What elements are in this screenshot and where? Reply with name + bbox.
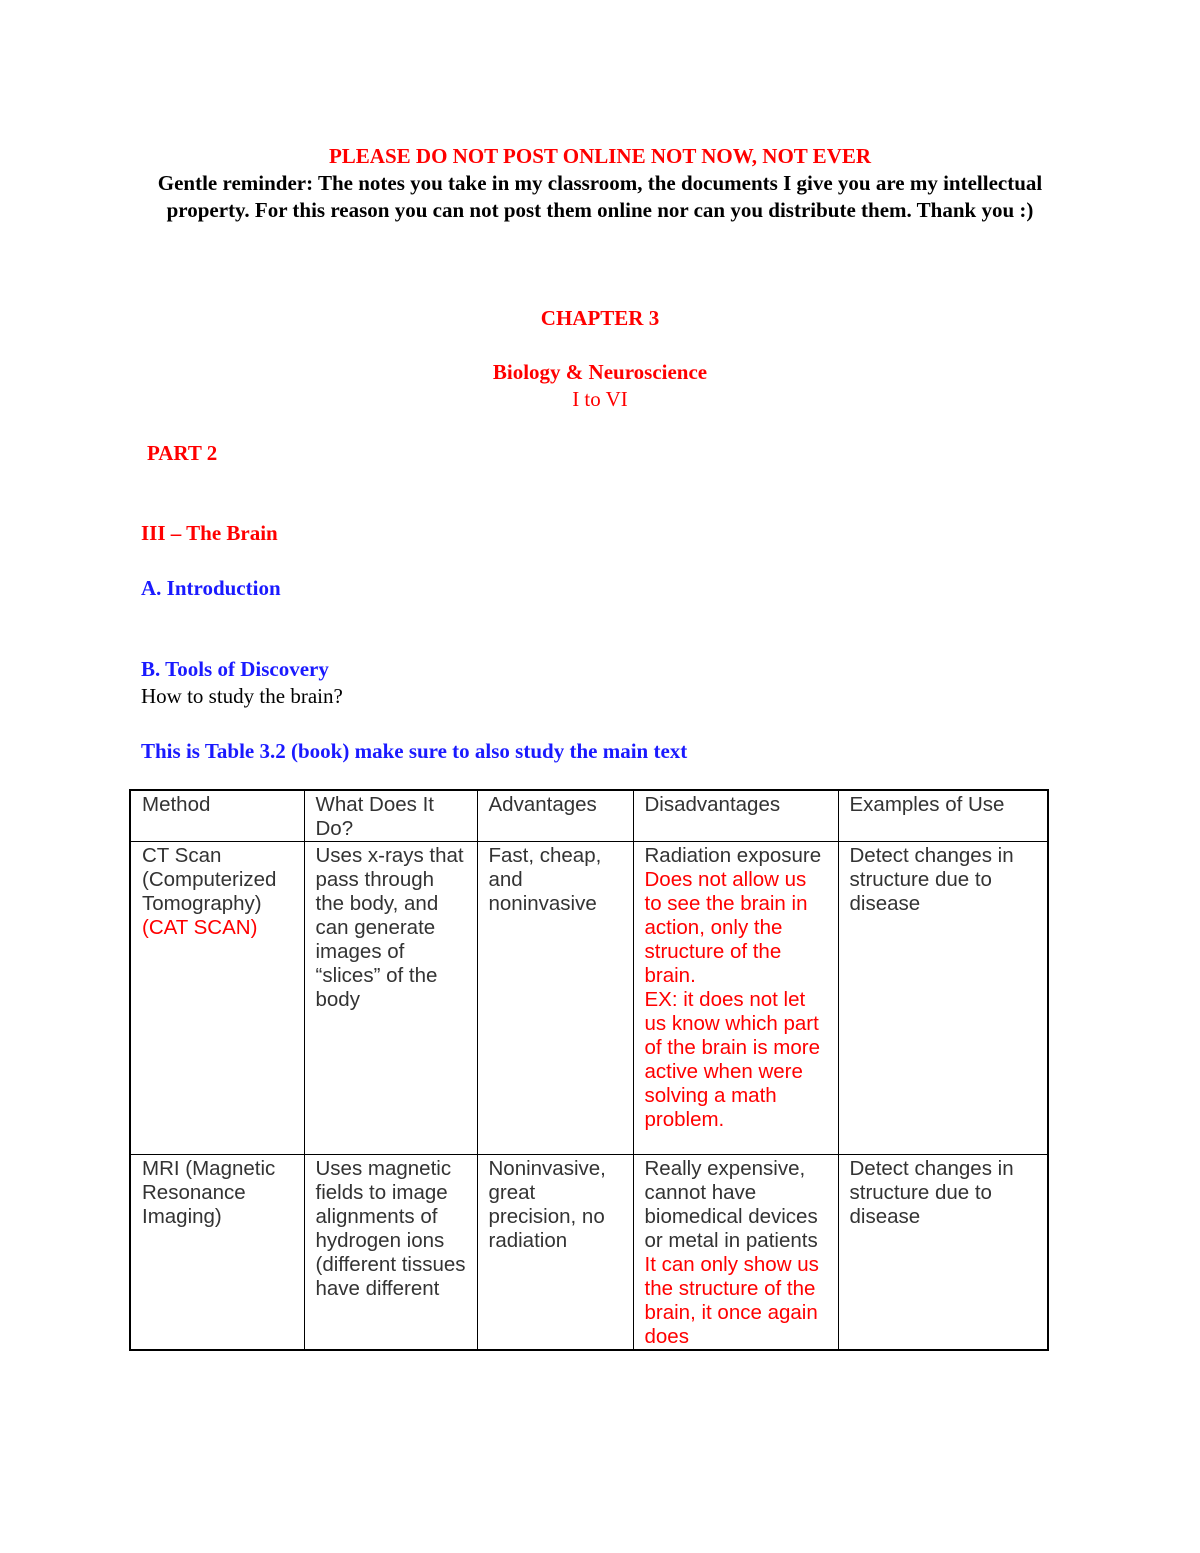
- what-cell: Uses x-rays that pass through the body, and can generate images of “slices” of the body: [304, 842, 477, 1155]
- table-row: [130, 1155, 1048, 1351]
- advantages-cell: Noninvasive, great precision, no radiation: [477, 1155, 633, 1351]
- what-cell: Uses magnetic fields to image alignments of hydrogen ions (different tissues have different: [304, 1155, 477, 1351]
- table-header-row: [130, 790, 1048, 842]
- header-advantages: Advantages: [477, 790, 633, 842]
- disadvantages-example: EX: it does not let us know which part of the brain is more active when were solving a math problem.: [644, 988, 820, 1131]
- method-cell: MRI (Magnetic Resonance Imaging): [130, 1155, 304, 1351]
- method-note: (CAT SCAN): [142, 916, 258, 939]
- disadvantages-note: It can only show us the structure of the brain, it once again does: [644, 1253, 819, 1348]
- part-heading: PART 2: [147, 441, 218, 465]
- warning-heading: PLEASE DO NOT POST ONLINE NOT NOW, NOT EVER: [328, 144, 872, 168]
- disadvantages-text: Radiation exposure: [644, 844, 822, 867]
- chapter-range: I to VI: [572, 387, 628, 411]
- examples-cell: Detect changes in structure due to disease: [838, 842, 1048, 1155]
- chapter-title: CHAPTER 3: [540, 306, 660, 330]
- advantages-cell: Fast, cheap, and noninvasive: [477, 842, 633, 1155]
- header-what: What Does It Do?: [304, 790, 477, 842]
- chapter-subject: Biology & Neuroscience: [492, 360, 708, 384]
- header-method: Method: [130, 790, 304, 842]
- tools-of-discovery-table: [129, 789, 1049, 1351]
- header-disadvantages: Disadvantages: [633, 790, 838, 842]
- disadvantages-cell: [633, 842, 838, 1155]
- disadvantages-cell: [633, 1155, 838, 1351]
- subsection-b-heading: B. Tools of Discovery: [141, 657, 329, 681]
- method-name: CT Scan (Computerized Tomography): [142, 844, 277, 915]
- reminder-text: Gentle reminder: The notes you take in my classroom, the documents I give you are my intellectual property. For this reason you can not post them online nor can you distribute them. Thank you :): [157, 171, 1043, 222]
- table-note: This is Table 3.2 (book) make sure to also study the main text: [141, 739, 688, 763]
- subsection-a-heading: A. Introduction: [141, 576, 281, 600]
- header-examples: Examples of Use: [838, 790, 1048, 842]
- disadvantages-note: Does not allow us to see the brain in action, only the structure of the brain.: [644, 868, 808, 987]
- section-heading: III – The Brain: [141, 521, 278, 545]
- table-row: [130, 842, 1048, 1155]
- disadvantages-text: Really expensive, cannot have biomedical devices or metal in patients: [644, 1157, 818, 1252]
- study-question: How to study the brain?: [141, 684, 343, 708]
- method-cell: [130, 842, 304, 1155]
- examples-cell: Detect changes in structure due to disease: [838, 1155, 1048, 1351]
